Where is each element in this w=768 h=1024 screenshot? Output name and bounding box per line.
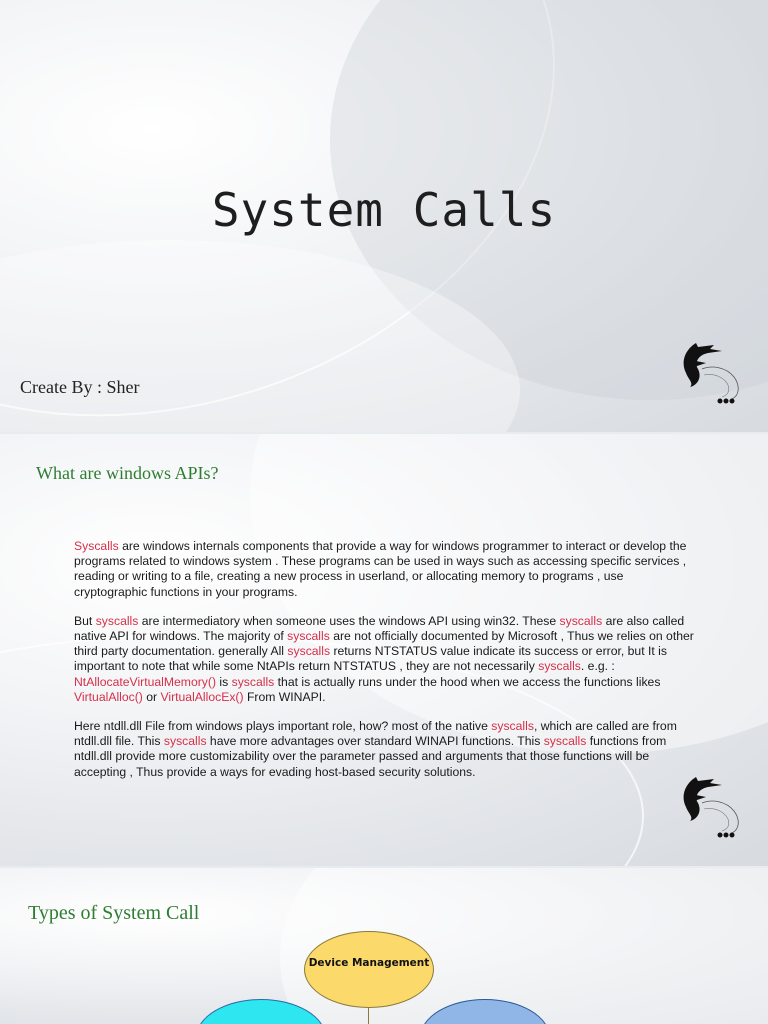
text-run: or [142,689,161,704]
text-run: have more advantages over standard WINAPI functions. This [206,734,544,749]
logo-icon [676,773,746,843]
body-text [74,539,698,794]
highlighted-term: syscalls [538,659,581,674]
text-run: is [216,674,232,689]
highlighted-term: syscalls [543,734,587,749]
highlighted-term: syscalls [559,613,603,628]
highlighted-term: Syscalls [74,539,119,553]
highlighted-term: syscalls [163,734,207,749]
logo-icon [676,339,746,409]
highlighted-term: syscalls [231,674,275,689]
paragraph-1 [74,539,698,600]
highlighted-term: syscalls [287,644,331,659]
diagram-node-cyan [196,999,326,1024]
highlighted-term: syscalls [95,613,139,628]
text-run: are windows internals components that provide a way for windows programmer to interact or develop the programs related to windows system . These programs can be used in ways such as accessing specific services , reading or writing to a file, creating a new process in userland, or allocating memory to programs , use cryptographic functions in your programs. [74,539,687,599]
highlighted-term: VirtualAlloc() [74,689,143,704]
device-management-label: Device Management [308,957,430,969]
paragraph-2 [74,614,698,705]
slide-heading: Types of System Call [28,902,200,924]
text-run: are intermediatory when someone uses the windows API using win32. These [138,613,560,628]
highlighted-term: syscalls [287,629,330,644]
highlighted-term: NtAllocateVirtualMemory() [74,674,217,689]
text-run: But [74,613,96,628]
text-run: are also called native API for windows. The majority of [74,613,685,644]
content-slide-apis [0,434,768,866]
text-run: . e.g. : [580,659,615,674]
highlighted-term: syscalls [491,719,534,734]
content-slide-types [0,868,768,1024]
text-run: are not officially documented by Microsoft , Thus we relies on other third party documentation. generally All [74,629,694,659]
author-credit: Create By : Sher [20,377,140,397]
text-run: functions from ntdll.dll provide more customizability over the parameter passed and arguments that those functions will be accepting , Thus provide a ways for evading host-based security solutions. [74,734,667,779]
text-run: that is actually runs under the hood when we access the functions likes [274,674,661,689]
slide-title: System Calls [211,183,557,237]
paragraph-3 [74,719,698,780]
title-slide [0,0,768,432]
text-run: Here ntdll.dll File from windows plays important role, how? most of the native [74,719,492,734]
diagram-node-blue [420,999,550,1024]
text-run: From WINAPI. [243,689,326,704]
connector-line [368,1007,369,1024]
highlighted-term: VirtualAllocEx() [160,689,244,704]
text-run: returns NTSTATUS value indicate its success or error, but It is important to note that while some NtAPIs return NTSTATUS , they are not necessarily [74,644,667,674]
slide-heading: What are windows APIs? [36,463,219,483]
text-run: , which are called are from ntdll.dll file. This [74,719,677,749]
